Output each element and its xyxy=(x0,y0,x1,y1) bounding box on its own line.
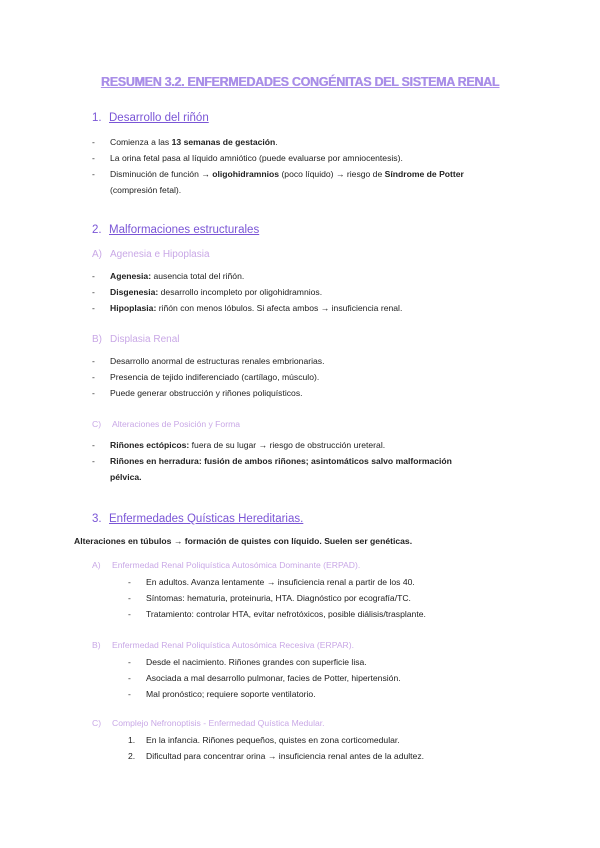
section-intro: Alteraciones en túbulos → formación de quistes con líquido. Suelen ser genéticas. xyxy=(74,536,413,546)
subsection-heading-2c: C) Alteraciones de Posición y Forma xyxy=(92,419,241,429)
subsection-heading-3b: B) Enfermedad Renal Poliquística Autosómica Recesiva (ERPAR). xyxy=(92,640,355,650)
subsection-heading-2b: B) Displasia Renal xyxy=(92,334,180,345)
subsection-heading-3a: A) Enfermedad Renal Poliquística Autosómica Dominante (ERPAD). xyxy=(92,560,361,570)
section-heading-3: 3. Enfermedades Quísticas Hereditarias. xyxy=(92,513,304,525)
subsection-heading-2a: A) Agenesia e Hipoplasia xyxy=(92,249,210,260)
document-page: RESUMEN 3.2. ENFERMEDADES CONGÉNITAS DEL SISTEMA RENAL 1. Desarrollo del riñón - Comienza a las 13 semanas de gestación. - La orina fetal pasa al líquido amniótico (puede evaluarse por amniocentesis). - Disminución de función → oligohidramnios (poco líquido) → riesgo de Síndrome de Potter (compresión fetal). 2. Malformaciones estructurales A) Agenesia e Hipoplasia - Agenesia: ausencia total del riñón. - Disgenesia: desarrollo incompleto por oligohidramnios. - Hipoplasia: riñón con menos lóbulos. Si afecta ambos → insuficiencia renal. B) Displasia Renal - Desarrollo anormal de estructuras renales embrionarias. - Presencia de tejido indiferenciado (cartílago, músculo). - Puede generar obstrucción y riñones poliquísticos. C) Alteraciones de Posición y Forma - Riñones ectópicos: fuera de su lugar → riesgo de obstrucción ureteral. - Riñones en herradura: fusión de ambos riñones; asintomáticos salvo malformación pélvica. 3. Enfermedades Quísticas Hereditarias. Alteraciones en túbulos → formación de quistes con líquido. Suelen ser genéticas. A) Enfermedad Renal Poliquística Autosómica Dominante (ERPAD). - En adultos. Avanza lentamente → insuficiencia renal a partir de los 40. - Síntomas: hematuria, proteinuria, HTA. Diagnóstico por ecografía/TC. - Tratamiento: controlar HTA, evitar nefrotóxicos, posible diálisis/trasplante. B) Enfermedad Renal Poliquística Autosómica Recesiva (ERPAR). - Desde el nacimiento. Riñones grandes con superficie lisa. - Asociada a mal desarrollo pulmonar, facies de Potter, hipertensión. - Mal pronóstico; requiere soporte ventilatorio. C) Complejo Nefronoptisis - Enfermedad Quística Medular. 1. En la infancia. Riñones pequeños, quistes en zona corticomedular. 2. Dificultad para concentrar orina → insuficiencia renal antes de la adultez. xyxy=(0,0,600,848)
subsection-heading-3c: C) Complejo Nefronoptisis - Enfermedad Quística Medular. xyxy=(92,718,325,728)
section-heading-2: 2. Malformaciones estructurales xyxy=(92,224,260,236)
section-heading-1: 1. Desarrollo del riñón xyxy=(92,112,209,124)
document-title: RESUMEN 3.2. ENFERMEDADES CONGÉNITAS DEL SISTEMA RENAL xyxy=(100,75,500,89)
